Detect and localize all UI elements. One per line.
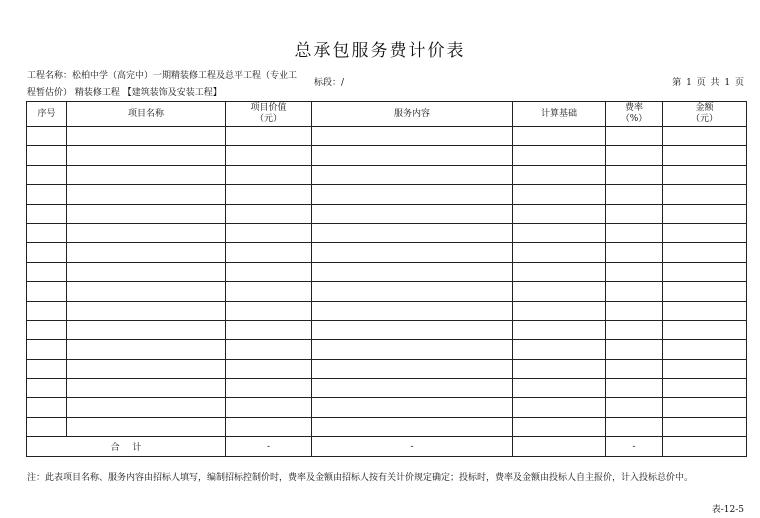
table-row — [27, 301, 747, 320]
table-cell[interactable] — [312, 146, 513, 165]
total-row — [27, 437, 747, 457]
table-cell[interactable] — [312, 204, 513, 223]
table-cell[interactable] — [606, 146, 663, 165]
table-cell[interactable] — [312, 340, 513, 359]
table-cell[interactable] — [513, 340, 606, 359]
table-row — [27, 320, 747, 339]
table-header-row — [27, 102, 747, 127]
table-row — [27, 243, 747, 262]
table-cell[interactable] — [226, 379, 312, 398]
table-cell[interactable] — [27, 127, 67, 146]
table-cell[interactable] — [663, 282, 747, 301]
table-cell[interactable] — [663, 165, 747, 184]
col-header-item-name: 项目名称 — [67, 102, 226, 127]
table-cell[interactable] — [312, 301, 513, 320]
table-cell[interactable] — [67, 146, 226, 165]
total-label: 合 计 — [27, 437, 226, 457]
table-cell[interactable] — [226, 127, 312, 146]
table-cell[interactable] — [663, 127, 747, 146]
table-cell[interactable] — [67, 359, 226, 378]
table-cell[interactable] — [312, 223, 513, 242]
table-cell[interactable] — [312, 185, 513, 204]
table-cell[interactable] — [27, 301, 67, 320]
table-cell[interactable] — [663, 398, 747, 417]
service-fee-table — [26, 101, 747, 457]
table-cell[interactable] — [226, 282, 312, 301]
table-cell[interactable] — [67, 282, 226, 301]
table-cell[interactable] — [312, 398, 513, 417]
table-row — [27, 359, 747, 378]
table-cell[interactable] — [513, 262, 606, 281]
table-cell[interactable] — [226, 340, 312, 359]
table-cell[interactable] — [312, 165, 513, 184]
table-row — [27, 146, 747, 165]
table-cell[interactable] — [663, 301, 747, 320]
table-cell[interactable] — [513, 379, 606, 398]
table-cell[interactable] — [663, 417, 747, 436]
table-cell[interactable] — [513, 282, 606, 301]
table-cell[interactable] — [606, 379, 663, 398]
table-cell[interactable] — [27, 282, 67, 301]
table-row — [27, 417, 747, 436]
project-name-line-1: 工程名称：松柏中学（高完中）一期精装修工程及总平工程（专业工 — [27, 71, 298, 81]
table-cell[interactable] — [663, 204, 747, 223]
table-cell[interactable] — [606, 204, 663, 223]
table-cell[interactable] — [663, 146, 747, 165]
table-cell[interactable] — [27, 359, 67, 378]
table-cell[interactable] — [606, 398, 663, 417]
table-cell[interactable] — [513, 146, 606, 165]
form-code: 表-12-5 — [711, 505, 744, 515]
total-calc-basis — [513, 437, 606, 457]
table-row — [27, 204, 747, 223]
table-cell[interactable] — [67, 379, 226, 398]
table-cell[interactable] — [27, 398, 67, 417]
table-row — [27, 262, 747, 281]
page-title: 总承包服务费计价表 — [294, 41, 466, 61]
table-cell[interactable] — [67, 398, 226, 417]
table-cell[interactable] — [312, 282, 513, 301]
table-cell[interactable] — [663, 359, 747, 378]
table-cell[interactable] — [312, 320, 513, 339]
total-amount — [663, 437, 747, 457]
table-cell[interactable] — [513, 165, 606, 184]
table-cell[interactable] — [606, 223, 663, 242]
table-cell[interactable] — [513, 398, 606, 417]
table-cell[interactable] — [226, 165, 312, 184]
table-cell[interactable] — [663, 340, 747, 359]
table-row — [27, 127, 747, 146]
table-cell[interactable] — [27, 204, 67, 223]
table-cell[interactable] — [513, 204, 606, 223]
table-cell[interactable] — [663, 379, 747, 398]
table-cell[interactable] — [663, 223, 747, 242]
table-cell[interactable] — [513, 359, 606, 378]
table-cell[interactable] — [27, 243, 67, 262]
table-cell[interactable] — [27, 340, 67, 359]
table-cell[interactable] — [312, 127, 513, 146]
table-cell[interactable] — [513, 301, 606, 320]
table-cell[interactable] — [513, 320, 606, 339]
table-cell[interactable] — [312, 379, 513, 398]
table-cell[interactable] — [226, 185, 312, 204]
col-header-amount: 金额 （元） — [663, 102, 747, 127]
table-cell[interactable] — [312, 262, 513, 281]
table-cell[interactable] — [312, 243, 513, 262]
table-cell[interactable] — [27, 165, 67, 184]
table-cell[interactable] — [312, 417, 513, 436]
table-row — [27, 398, 747, 417]
table-row — [27, 282, 747, 301]
table-cell[interactable] — [606, 127, 663, 146]
table-cell[interactable] — [226, 243, 312, 262]
table-cell[interactable] — [226, 359, 312, 378]
col-header-calc-basis: 计算基础 — [513, 102, 606, 127]
table-cell[interactable] — [606, 243, 663, 262]
col-header-service-content: 服务内容 — [312, 102, 513, 127]
table-cell[interactable] — [226, 146, 312, 165]
table-cell[interactable] — [27, 417, 67, 436]
total-project-value: - — [226, 437, 312, 457]
table-cell[interactable] — [27, 185, 67, 204]
table-cell[interactable] — [67, 165, 226, 184]
table-cell[interactable] — [606, 320, 663, 339]
table-cell[interactable] — [226, 417, 312, 436]
table-cell[interactable] — [513, 185, 606, 204]
table-row — [27, 223, 747, 242]
table-cell[interactable] — [312, 359, 513, 378]
table-cell[interactable] — [27, 320, 67, 339]
table-cell[interactable] — [67, 185, 226, 204]
total-service-content: - — [312, 437, 513, 457]
col-header-index: 序号 — [27, 102, 67, 127]
table-cell[interactable] — [513, 243, 606, 262]
footnote: 注：此表项目名称、服务内容由招标人填写，编制招标控制价时，费率及金额由招标人按有关计价规定确定；投标时，费率及金额由投标人自主报价，计入投标总价中。 — [27, 473, 694, 483]
table-cell[interactable] — [513, 417, 606, 436]
table-cell[interactable] — [27, 146, 67, 165]
table-cell[interactable] — [67, 223, 226, 242]
table-cell[interactable] — [606, 417, 663, 436]
table-cell[interactable] — [226, 262, 312, 281]
table-cell[interactable] — [663, 262, 747, 281]
table-cell[interactable] — [67, 417, 226, 436]
table-cell[interactable] — [226, 398, 312, 417]
table-row — [27, 379, 747, 398]
table-cell[interactable] — [513, 223, 606, 242]
table-cell[interactable] — [663, 243, 747, 262]
table-cell[interactable] — [663, 185, 747, 204]
table-cell[interactable] — [67, 340, 226, 359]
table-cell[interactable] — [67, 204, 226, 223]
table-cell[interactable] — [606, 262, 663, 281]
table-cell[interactable] — [226, 223, 312, 242]
table-cell[interactable] — [606, 185, 663, 204]
table-cell[interactable] — [606, 359, 663, 378]
table-cell[interactable] — [27, 379, 67, 398]
table-row — [27, 165, 747, 184]
table-cell[interactable] — [606, 165, 663, 184]
project-name-line-2: 程暂估价） 精装修工程 【建筑装饰及安装工程】 — [27, 88, 222, 98]
col-header-rate: 费率 （%） — [606, 102, 663, 127]
table-cell[interactable] — [606, 301, 663, 320]
section-label: 标段：/ — [314, 78, 345, 88]
total-rate: - — [606, 437, 663, 457]
col-header-project-value: 项目价值 （元） — [226, 102, 312, 127]
table-cell[interactable] — [226, 204, 312, 223]
table-cell[interactable] — [67, 243, 226, 262]
table-cell[interactable] — [226, 320, 312, 339]
table-cell[interactable] — [226, 301, 312, 320]
page-info: 第 1 页 共 1 页 — [672, 78, 744, 88]
table-cell[interactable] — [663, 320, 747, 339]
table-cell[interactable] — [67, 301, 226, 320]
project-name — [27, 68, 312, 102]
table-cell[interactable] — [606, 282, 663, 301]
table-row — [27, 340, 747, 359]
table-cell[interactable] — [67, 262, 226, 281]
table-cell[interactable] — [27, 223, 67, 242]
table-cell[interactable] — [67, 320, 226, 339]
table-cell[interactable] — [27, 262, 67, 281]
table-row — [27, 185, 747, 204]
table-cell[interactable] — [513, 127, 606, 146]
table-cell[interactable] — [67, 127, 226, 146]
table-cell[interactable] — [606, 340, 663, 359]
